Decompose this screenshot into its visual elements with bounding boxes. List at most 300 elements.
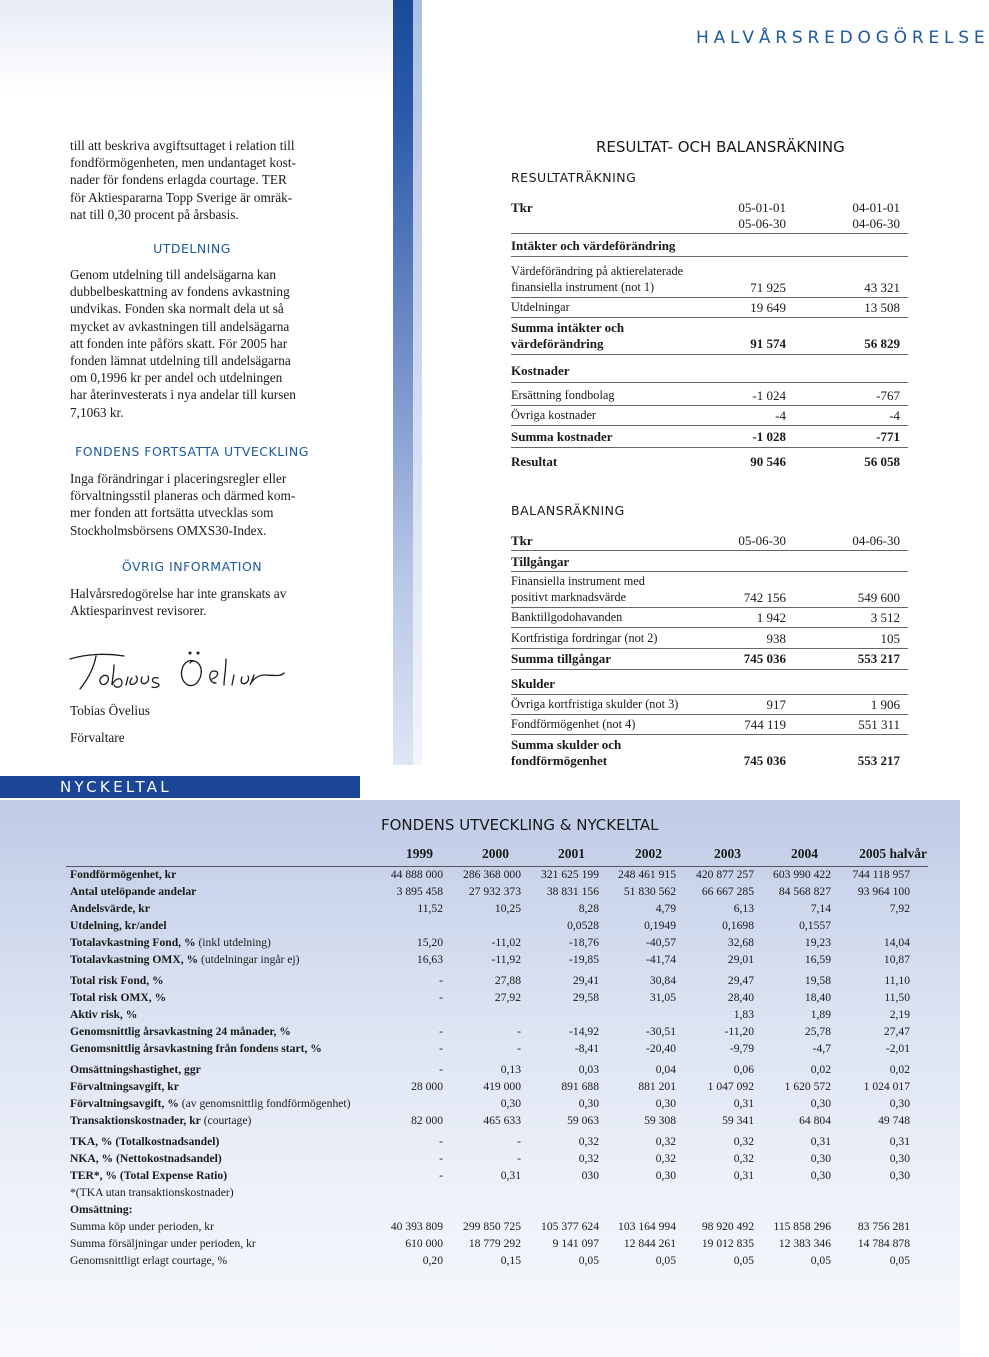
table-row <box>0 1220 960 1237</box>
summa-skulder-label-2: fondförmögenhet <box>511 753 608 768</box>
bal-col2-date: 04-06-30 <box>852 533 900 548</box>
finansiella-label-1: Finansiella instrument med <box>511 574 645 588</box>
table-cell: 3 895 458 <box>396 885 443 898</box>
row-label <box>70 1042 322 1055</box>
table-cell: 1,83 <box>733 1008 754 1021</box>
ovrig-heading: ÖVRIG INFORMATION <box>121 559 263 574</box>
kortfristiga-fordr-label: Kortfristiga fordringar (not 2) <box>511 631 658 645</box>
skulder-heading: Skulder <box>511 676 556 691</box>
ovriga-skulder-label: Övriga kortfristiga skulder (not 3) <box>511 697 679 711</box>
table-cell: 0,05 <box>889 1254 910 1267</box>
table-cell: -18,76 <box>569 936 599 949</box>
footnote-text: *(TKA utan transaktionskostnader) <box>70 1186 234 1199</box>
bal-col1-date: 05-06-30 <box>738 533 786 548</box>
table-cell: 0,03 <box>578 1063 599 1076</box>
summa-tillgangar-v2: 553 217 <box>857 651 900 666</box>
divider <box>511 734 908 735</box>
table-cell: 16,63 <box>416 953 443 966</box>
table-row <box>0 1169 960 1186</box>
text-line: om 0,1996 kr per andel och utdelningen <box>70 370 283 386</box>
row-label-text: TKA, % (Totalkostnadsandel) <box>70 1135 220 1148</box>
table-cell: 9 141 097 <box>552 1237 599 1250</box>
divider <box>511 256 908 257</box>
table-cell: - <box>439 974 443 987</box>
table-cell: 419 000 <box>483 1080 521 1093</box>
divider <box>511 607 908 608</box>
row-label <box>70 1080 179 1093</box>
table-cell: 64 804 <box>799 1114 831 1127</box>
utdelning-heading: UTDELNING <box>153 241 231 256</box>
year-header: 2004 <box>791 846 818 861</box>
divider <box>511 447 908 448</box>
table-cell: - <box>439 991 443 1004</box>
utdelning-paragraph <box>70 266 314 421</box>
table-cell: 0,1557 <box>799 919 831 932</box>
table-cell: 0,30 <box>578 1097 599 1110</box>
divider <box>511 648 908 649</box>
ersattning-v1: -1 024 <box>752 388 786 403</box>
divider <box>511 425 908 426</box>
table-cell: 19 012 835 <box>701 1237 754 1250</box>
row-label <box>70 991 166 1004</box>
table-cell: 0,1698 <box>722 919 754 932</box>
row-label-text: TER*, % (Total Expense Ratio) <box>70 1169 228 1182</box>
resultat-heading: RESULTATRÄKNING <box>511 170 637 185</box>
table-cell: 27 932 373 <box>468 885 521 898</box>
table-cell: 0,30 <box>889 1097 910 1110</box>
intakter-heading: Intäkter och värdeförändring <box>511 238 676 253</box>
table-cell: -8,41 <box>574 1042 599 1055</box>
table-cell: - <box>439 1135 443 1148</box>
section-bar <box>0 776 360 798</box>
table-cell: 0,1949 <box>644 919 676 932</box>
finansiella-label-2: positivt marknadsvärde <box>511 590 627 604</box>
table-row <box>0 936 960 953</box>
row-label-note: (inkl utdelning) <box>195 936 271 949</box>
balans-heading: BALANSRÄKNING <box>511 503 625 518</box>
table-row <box>0 1097 960 1114</box>
bank-v2: 3 512 <box>870 610 900 625</box>
text-line: mycket av avkastningen till andelsägarna <box>70 318 290 334</box>
row-label-text: Totalavkastning Fond, % <box>70 936 196 949</box>
divider <box>511 714 908 715</box>
table-cell: - <box>439 1152 443 1165</box>
text-line: för Aktiespararna Topp Sverige är omräk- <box>70 189 293 205</box>
summa-kostnader-v1: -1 028 <box>752 429 786 444</box>
table-cell: 28,40 <box>727 991 754 1004</box>
text-line: Halvårsredogörelse har inte granskats av <box>70 586 287 601</box>
table-cell: 6,13 <box>733 902 754 915</box>
table-cell: 0,31 <box>733 1097 754 1110</box>
utdelningar-label: Utdelningar <box>511 300 570 314</box>
table-row <box>0 1114 960 1131</box>
table-cell: 103 164 994 <box>618 1220 676 1233</box>
text-line: dubbelbeskattning av fondens avkastning <box>70 284 290 300</box>
row-label <box>70 974 164 987</box>
table-cell: - <box>439 1169 443 1182</box>
resultat-label: Resultat <box>511 454 558 469</box>
table-row <box>0 868 960 885</box>
fondformogenhet-label: Fondförmögenhet (not 4) <box>511 717 636 731</box>
table-cell: -11,20 <box>724 1025 754 1038</box>
vardeforandring-v1: 71 925 <box>750 280 786 295</box>
res-col1-date1: 05-01-01 <box>738 200 786 215</box>
table-cell: 881 201 <box>638 1080 676 1093</box>
table-cell: 321 625 199 <box>541 868 599 881</box>
table-cell: 0,30 <box>810 1097 831 1110</box>
table-cell: 0,15 <box>500 1254 521 1267</box>
tkr-label: Tkr <box>511 533 533 548</box>
text-line: till att beskriva avgiftsuttaget i relation till <box>70 138 295 153</box>
table-row <box>0 1080 960 1097</box>
text-line: fonden lämnat utdelning till andelsägarna <box>70 353 291 369</box>
text-line: att fonden inte påförs skatt. För 2005 har <box>70 335 288 351</box>
table-cell: 7,14 <box>810 902 831 915</box>
row-label-text: Förvaltningsavgift, kr <box>70 1080 179 1093</box>
table-cell: 1,89 <box>810 1008 831 1021</box>
table-row <box>0 1254 960 1271</box>
fortsatta-heading: FONDENS FORTSATTA UTVECKLING <box>75 444 309 459</box>
row-label-text: Totalavkastning OMX, % <box>70 953 199 966</box>
table-cell: 1 620 572 <box>784 1080 831 1093</box>
text-line: har återinvesterats i nya andelar till kursen <box>70 387 296 403</box>
table-cell: 29,47 <box>727 974 754 987</box>
table-cell: 1 024 017 <box>863 1080 910 1093</box>
table-cell: 84 568 827 <box>778 885 831 898</box>
table-cell: 30,84 <box>649 974 676 987</box>
row-label <box>70 1025 291 1038</box>
row-label-text: Total risk OMX, % <box>70 991 167 1004</box>
vardeforandring-v2: 43 321 <box>864 280 900 295</box>
table-cell: 2,19 <box>889 1008 910 1021</box>
tillgangar-heading: Tillgångar <box>511 554 570 569</box>
table-cell: 286 368 000 <box>463 868 521 881</box>
row-label <box>70 868 176 881</box>
utdelningar-v2: 13 508 <box>864 300 900 315</box>
page-header-title: HALVÅRSREDOGÖRELSE <box>696 28 989 48</box>
row-label-text: Genomsnittlig årsavkastning 24 månader, % <box>70 1025 291 1038</box>
nyckeltal-label: NYCKELTAL <box>60 778 172 796</box>
row-label-text: Genomsnittligt erlagt courtage, % <box>70 1254 228 1267</box>
table-cell: 10,25 <box>494 902 521 915</box>
table-cell: 27,88 <box>494 974 521 987</box>
row-label-text: Genomsnittlig årsavkastning från fondens start, % <box>70 1042 322 1055</box>
table-cell: 0,32 <box>578 1152 599 1165</box>
table-footnote <box>0 1186 960 1203</box>
year-header: 1999 <box>406 846 433 861</box>
table-cell: 465 633 <box>483 1114 521 1127</box>
row-label <box>70 919 167 932</box>
res-col1-date2: 05-06-30 <box>738 216 786 231</box>
omsattning-heading: Omsättning: <box>70 1203 133 1216</box>
table-cell: -11,92 <box>491 953 521 966</box>
divider <box>511 297 908 298</box>
divider <box>511 627 908 628</box>
year-header: 2005 halvår <box>859 846 927 861</box>
row-label-text: Omsättningshastighet, ggr <box>70 1063 201 1076</box>
signer-role: Förvaltare <box>70 730 125 745</box>
text-line: 7,1063 kr. <box>70 404 124 420</box>
table-cell: 11,10 <box>884 974 910 987</box>
table-cell: 0,30 <box>500 1097 521 1110</box>
row-label <box>70 1152 222 1165</box>
table-row <box>0 1237 960 1254</box>
table-cell: -41,74 <box>646 953 676 966</box>
table-header-divider <box>66 866 928 867</box>
table-row <box>0 991 960 1008</box>
table-cell: 32,68 <box>727 936 754 949</box>
table-cell: 0,31 <box>810 1135 831 1148</box>
divider <box>511 382 908 383</box>
table-cell: 0,04 <box>655 1063 676 1076</box>
table-cell: 93 964 100 <box>857 885 910 898</box>
fondformogenhet-v2: 551 311 <box>858 717 900 732</box>
table-cell: 11,52 <box>417 902 443 915</box>
row-label-text: Total risk Fond, % <box>70 974 164 987</box>
table-cell: - <box>517 1042 521 1055</box>
table-cell: 420 877 257 <box>696 868 754 881</box>
table-cell: - <box>517 1135 521 1148</box>
table-row <box>0 1152 960 1169</box>
table-cell: -19,85 <box>569 953 599 966</box>
table-cell: 28 000 <box>411 1080 443 1093</box>
ovriga-kostnader-v1: -4 <box>775 408 786 423</box>
table-row <box>0 1008 960 1025</box>
text-line: mer fonden att fortsätta utvecklas som <box>70 505 274 521</box>
row-label <box>70 1097 350 1110</box>
table-cell: 0,06 <box>733 1063 754 1076</box>
table-cell: -30,51 <box>646 1025 676 1038</box>
table-cell: -4,7 <box>812 1042 831 1055</box>
row-label-note: (av genomsnittlig fondförmögenhet) <box>178 1097 351 1110</box>
table-cell: 0,32 <box>578 1135 599 1148</box>
vardeforandring-label-2: finansiella instrument (not 1) <box>511 280 655 294</box>
res-col2-date1: 04-01-01 <box>852 200 900 215</box>
table-cell: 0,05 <box>578 1254 599 1267</box>
summa-skulder-v2: 553 217 <box>857 753 900 768</box>
intro-paragraph <box>70 137 314 223</box>
row-label <box>70 885 196 898</box>
finansiella-v1: 742 156 <box>743 590 786 605</box>
summa-kostnader-label: Summa kostnader <box>511 429 613 444</box>
table-cell: 0,31 <box>500 1169 521 1182</box>
summa-skulder-v1: 745 036 <box>743 753 786 768</box>
table-cell: - <box>439 1063 443 1076</box>
row-label-text: Fondförmögenhet, kr <box>70 868 177 881</box>
row-label <box>70 1063 201 1076</box>
summa-tillgangar-v1: 745 036 <box>743 651 786 666</box>
table-cell: 0,20 <box>422 1254 443 1267</box>
res-col2-date2: 04-06-30 <box>852 216 900 231</box>
table-cell: 0,32 <box>655 1135 676 1148</box>
table-cell: -9,79 <box>729 1042 754 1055</box>
text-line: fondförmögenheten, men undantaget kost- <box>70 155 296 171</box>
row-label-note: (courtage) <box>200 1114 252 1127</box>
text-line: Inga förändringar i placeringsregler eller <box>70 471 287 486</box>
table-cell: 0,05 <box>655 1254 676 1267</box>
table-cell: 11,50 <box>884 991 910 1004</box>
divider <box>511 694 908 695</box>
table-cell: 27,47 <box>883 1025 910 1038</box>
table-cell: 0,31 <box>733 1169 754 1182</box>
table-cell: 0,02 <box>889 1063 910 1076</box>
table-cell: 105 377 624 <box>541 1220 599 1233</box>
ovriga-skulder-v2: 1 906 <box>870 697 900 712</box>
text-line: nat till 0,30 procent på årsbasis. <box>70 206 239 222</box>
table-cell: 030 <box>581 1169 599 1182</box>
tkr-label: Tkr <box>511 200 533 215</box>
ovriga-kostnader-label: Övriga kostnader <box>511 408 597 422</box>
table-row <box>0 1042 960 1059</box>
row-label <box>70 936 271 949</box>
text-line: Genom utdelning till andelsägarna kan <box>70 267 277 282</box>
table-cell: 44 888 000 <box>390 868 443 881</box>
table-cell: 0,30 <box>889 1152 910 1165</box>
table-cell: 12 844 261 <box>623 1237 676 1250</box>
table-cell: -2,01 <box>885 1042 910 1055</box>
kostnader-heading: Kostnader <box>511 363 570 378</box>
row-label <box>70 1135 219 1148</box>
text-line: Stockholmsbörsens OMXS30-Index. <box>70 522 267 538</box>
fortsatta-paragraph <box>70 470 314 539</box>
table-cell: 0,05 <box>810 1254 831 1267</box>
handwritten-signature <box>66 645 291 697</box>
table-cell: 82 000 <box>411 1114 443 1127</box>
divider <box>511 233 908 234</box>
table-cell: 744 118 957 <box>852 868 910 881</box>
vardeforandring-label-1: Värdeförändring på aktierelaterade <box>511 264 684 278</box>
table-cell: 0,32 <box>733 1135 754 1148</box>
table-cell: 10,87 <box>883 953 910 966</box>
table-cell: 59 308 <box>644 1114 676 1127</box>
omsattning-heading-row <box>0 1203 960 1220</box>
year-header: 2003 <box>714 846 741 861</box>
table-cell: 299 850 725 <box>463 1220 521 1233</box>
fondformogenhet-v1: 744 119 <box>744 717 786 732</box>
text-line: undvikas. Fonden ska normalt dela ut så <box>70 301 284 317</box>
ovrig-paragraph <box>70 585 314 619</box>
table-cell: 4,79 <box>655 902 676 915</box>
row-label-text: Aktiv risk, % <box>70 1008 138 1021</box>
table-cell: 16,59 <box>804 953 831 966</box>
vertical-accent-bar <box>393 0 413 765</box>
row-label-text: Summa köp under perioden, kr <box>70 1220 214 1233</box>
year-header: 2001 <box>558 846 585 861</box>
summa-kostnader-v2: -771 <box>876 429 900 444</box>
resultat-v1: 90 546 <box>750 454 786 469</box>
table-cell: 7,92 <box>889 902 910 915</box>
table-cell: 0,02 <box>810 1063 831 1076</box>
table-cell: 0,30 <box>810 1169 831 1182</box>
table-cell: 0,13 <box>500 1063 521 1076</box>
table-cell: 14 784 878 <box>857 1237 910 1250</box>
summa-skulder-label-1: Summa skulder och <box>511 737 622 752</box>
year-header: 2002 <box>635 846 662 861</box>
table-cell: 248 461 915 <box>618 868 676 881</box>
table-cell: 31,05 <box>649 991 676 1004</box>
divider <box>511 669 908 670</box>
table-cell: 0,05 <box>733 1254 754 1267</box>
row-label-text: Andelsvärde, kr <box>70 902 150 915</box>
table-cell: 66 667 285 <box>701 885 754 898</box>
table-row <box>0 1135 960 1152</box>
table-row <box>0 1025 960 1042</box>
table-cell: 8,28 <box>578 902 599 915</box>
top-gradient <box>0 0 393 95</box>
bank-v1: 1 942 <box>756 610 786 625</box>
text-line: förvaltningsstil planeras och därmed kom- <box>70 488 296 504</box>
table-row <box>0 1063 960 1080</box>
kortfristiga-fordr-v1: 938 <box>766 631 786 646</box>
table-row <box>0 902 960 919</box>
finansiella-v2: 549 600 <box>857 590 900 605</box>
table-cell: 29,01 <box>727 953 754 966</box>
table-cell: -20,40 <box>646 1042 676 1055</box>
table-cell: - <box>517 1025 521 1038</box>
row-label-text: Utdelning, kr/andel <box>70 919 167 932</box>
table-row <box>0 974 960 991</box>
text-line: Aktiesparinvest revisorer. <box>70 603 207 619</box>
table-cell: 0,32 <box>655 1152 676 1165</box>
row-label <box>70 1237 256 1250</box>
table-cell: 19,58 <box>804 974 831 987</box>
row-label-text: NKA, % (Nettokostnadsandel) <box>70 1152 222 1165</box>
bank-label: Banktillgodohavanden <box>511 610 623 624</box>
row-label-text: Summa försäljningar under perioden, kr <box>70 1237 256 1250</box>
table-cell: 14,04 <box>883 936 910 949</box>
table-cell: 83 756 281 <box>857 1220 910 1233</box>
summa-intakter-label-2: värdeförändring <box>511 336 604 351</box>
table-cell: 51 830 562 <box>623 885 676 898</box>
table-row <box>0 885 960 902</box>
row-label <box>70 953 300 966</box>
table-cell: 115 858 296 <box>773 1220 831 1233</box>
table-cell: 891 688 <box>561 1080 599 1093</box>
table-cell: 40 393 809 <box>390 1220 443 1233</box>
table-cell: 25,78 <box>804 1025 831 1038</box>
resultat-v2: 56 058 <box>864 454 900 469</box>
table-cell: 0,30 <box>889 1169 910 1182</box>
summa-intakter-label-1: Summa intäkter och <box>511 320 625 335</box>
row-label-text: Förvaltningsavgift, % <box>70 1097 179 1110</box>
row-label <box>70 1008 137 1021</box>
divider <box>511 571 908 572</box>
table-cell: 29,58 <box>572 991 599 1004</box>
row-label-note: (utdelningar ingår ej) <box>198 953 300 966</box>
table-row <box>0 919 960 936</box>
row-label <box>70 1114 251 1127</box>
table-cell: 0,32 <box>733 1152 754 1165</box>
table-cell: 0,31 <box>889 1135 910 1148</box>
utdelningar-v1: 19 649 <box>750 300 786 315</box>
text-line: nader för fondens erlagda courtage. TER <box>70 172 287 188</box>
table-cell: 27,92 <box>494 991 521 1004</box>
table-cell: 59 063 <box>567 1114 599 1127</box>
ersattning-label: Ersättning fondbolag <box>511 388 615 402</box>
table-cell: 38 831 156 <box>546 885 599 898</box>
table-cell: 18,40 <box>804 991 831 1004</box>
table-cell: 1 047 092 <box>707 1080 754 1093</box>
table-cell: 0,30 <box>655 1097 676 1110</box>
table-cell: 610 000 <box>405 1237 443 1250</box>
row-label-text: Transaktionskostnader, kr <box>70 1114 201 1127</box>
row-label <box>70 1220 214 1233</box>
table-row <box>0 953 960 970</box>
table-cell: 59 341 <box>722 1114 754 1127</box>
table-cell: -14,92 <box>569 1025 599 1038</box>
divider <box>511 550 908 551</box>
table-title: FONDENS UTVECKLING & NYCKELTAL <box>381 816 659 834</box>
